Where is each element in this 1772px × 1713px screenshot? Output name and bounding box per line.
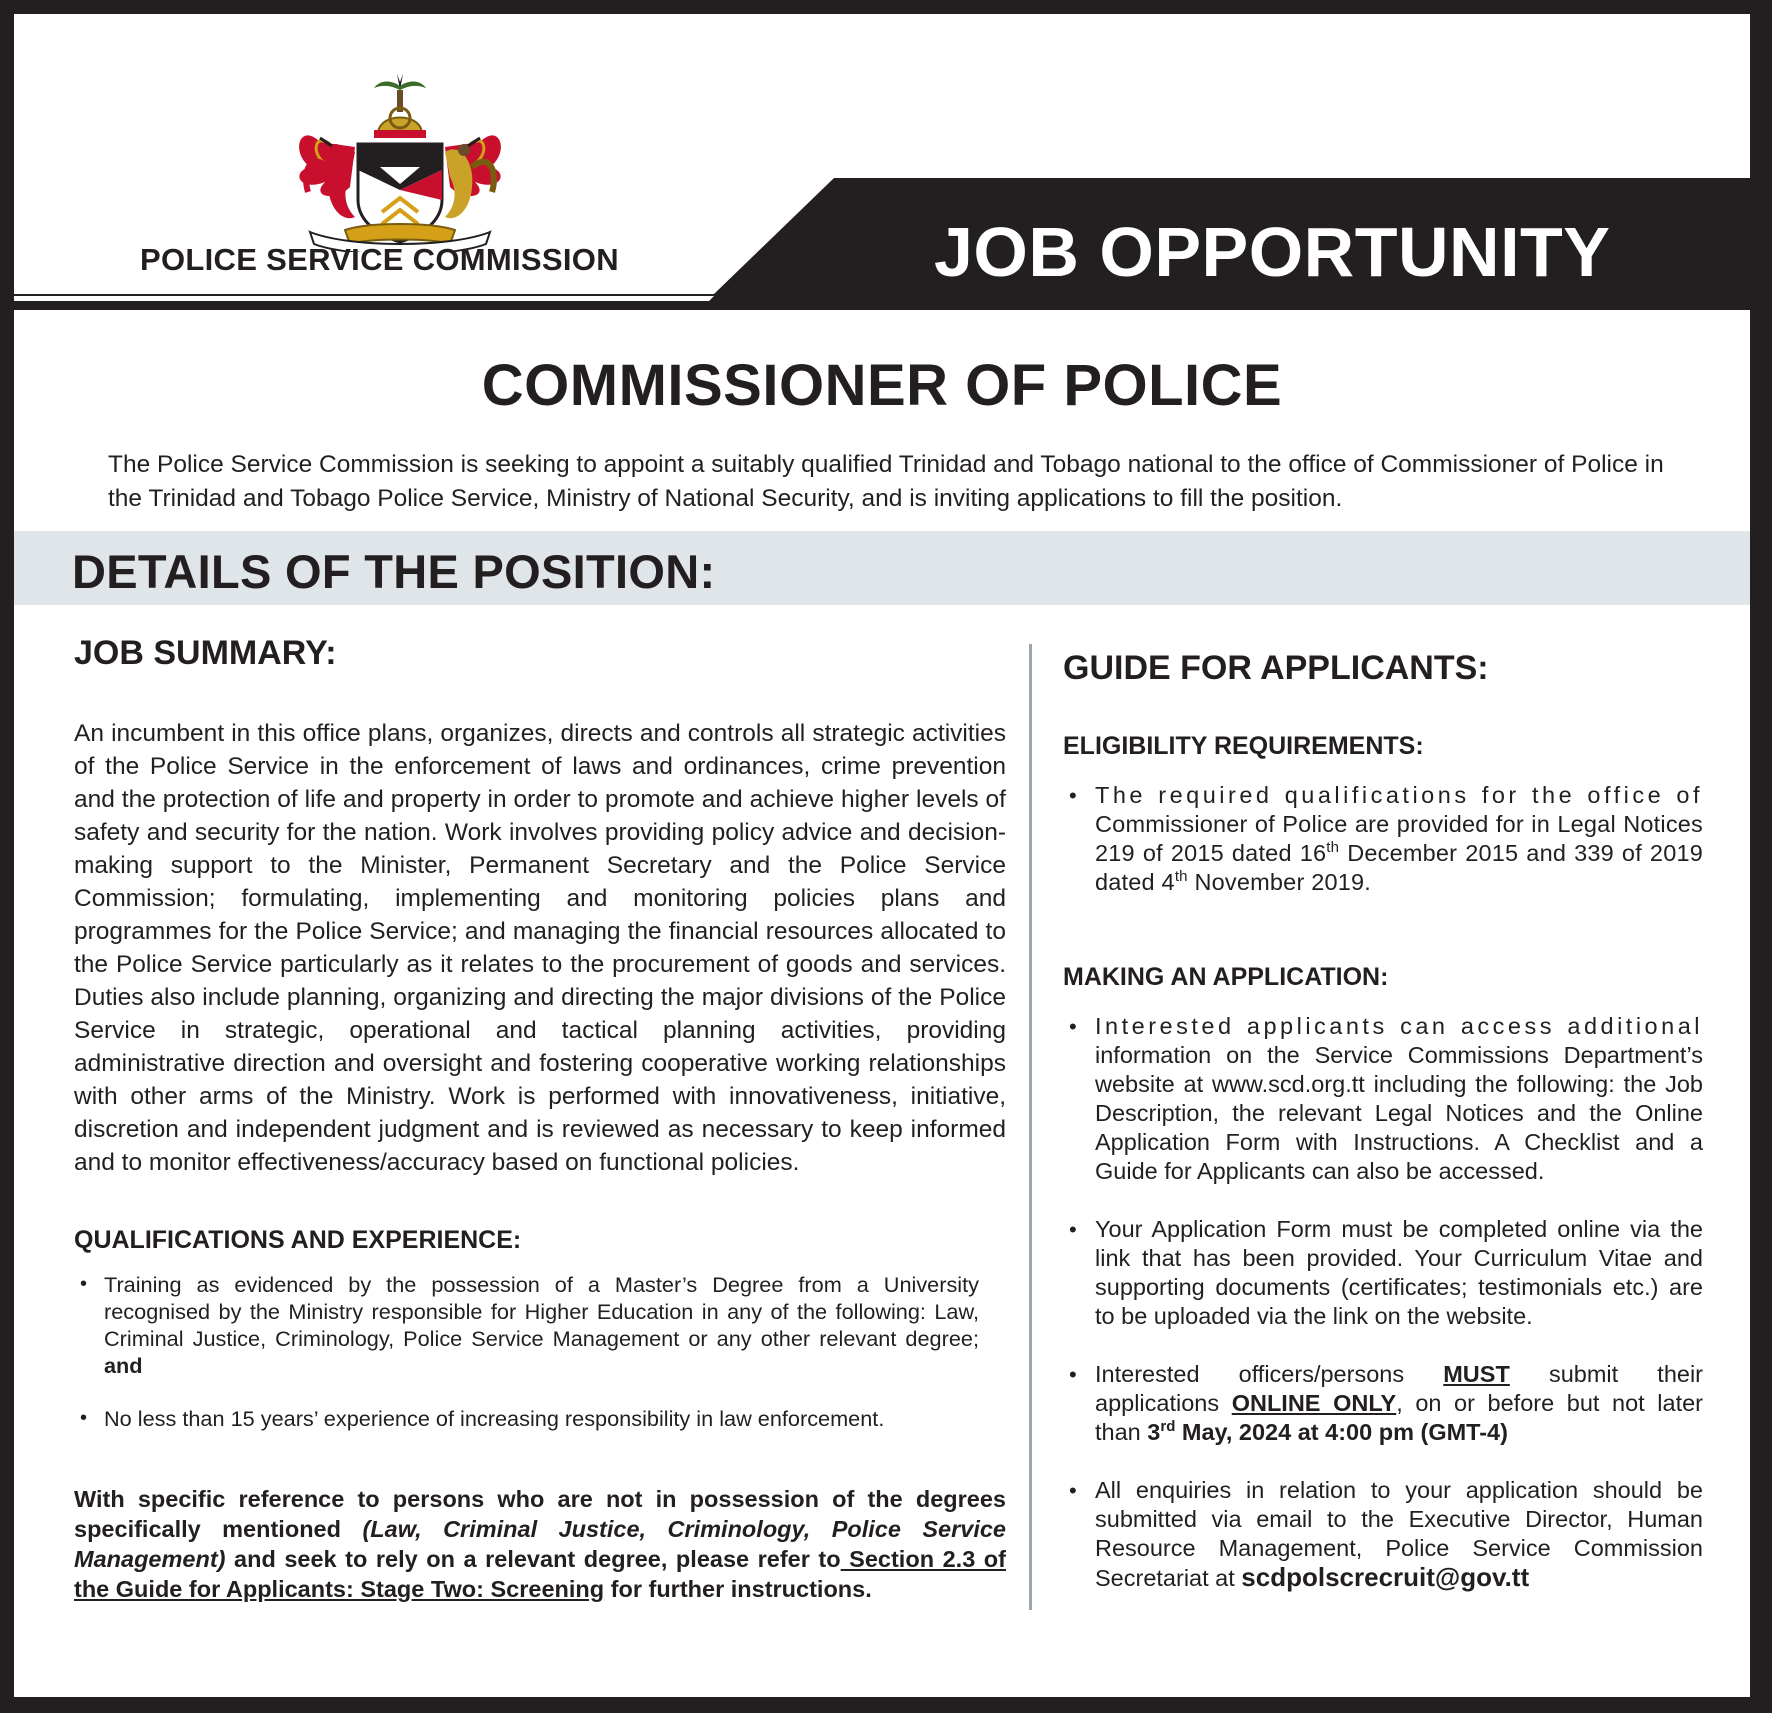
qualifications-heading: QUALIFICATIONS AND EXPERIENCE: [74,1226,522,1254]
guide-heading: GUIDE FOR APPLICANTS: [1063,649,1489,687]
reference-text-3: for further instructions. [610,1576,872,1602]
list-item: • No less than 15 years’ experience of increasing responsibility in law enforcement. [74,1405,979,1432]
ordinal-suffix: th [1174,868,1188,886]
list-item: • Your Application Form must be completed online via the link that has been provided. Your Curriculum Vitae and supporting documents (certificates; testimonials etc.) are to be uploaded via the link on the website. [1063,1215,1703,1331]
job-summary-heading: JOB SUMMARY: [74,634,337,672]
application-list [1063,1012,1703,1593]
intro-paragraph: The Police Service Commission is seeking to appoint a suitably qualified Trinidad and Tobago national to the office of Commissioner of Police in the Trinidad and Tobago Police Service, Ministry of National Security, and is inviting applications to fill the position. [108,451,1664,512]
eligibility-list [1063,781,1703,897]
qualification-and: and [104,1353,143,1378]
eligibility-heading: ELIGIBILITY REQUIREMENTS: [1063,732,1424,760]
list-item [1063,781,1703,897]
list-item [1063,1360,1703,1447]
application-text-3c: , on or before but not later than [1095,1390,1703,1445]
must-emphasis: MUST [1443,1361,1510,1387]
application-text-1b: information on the Service Commissions Department’s website at www.scd.org.tt including the following: the Job Description, the relevant Legal Notices and the Online Application Form with Instructions. A Checklist and a Guide for Applicants can also be accessed. [1095,1042,1703,1184]
ordinal-suffix: rd [1160,1418,1176,1436]
eligibility-text-2: Commissioner of Police are provided for in Legal Notices 219 of 2015 dated 16 [1095,811,1703,866]
online-only-emphasis: ONLINE ONLY [1231,1390,1397,1416]
reference-note [74,1484,1006,1604]
deadline-date: May, 2024 at 4:00 pm (GMT-4) [1181,1419,1508,1445]
application-text-3a: Interested officers/persons [1095,1361,1405,1387]
application-text-1a: Interested applicants can access additional [1095,1013,1703,1039]
header [14,14,1750,310]
job-summary-text: An incumbent in this office plans, organizes, directs and controls all strategic activities of the Police Service in the enforcement of laws and ordinances, crime prevention and the protection of life and property in order to promote and achieve higher levels of safety and security for the nation. Work involves providing policy advice and decision-making support to the Minister, Permanent Secretary and the Police Service Commission; formulating, implementing and monitoring policies plans and programmes for the Police Service; and managing the financial resources allocated to the Police Service particularly as it relates to the procurement of goods and services. Duties also include planning, organizing and directing the major divisions of the Police Service in strategic, operational and tactical planning activities, providing administrative direction and oversight and fostering cooperative working relationships with other arms of the Ministry. Work is performed with innovativeness, initiative, discretion and independent judgment and is reviewed as necessary to keep informed and to monitor effectiveness/accuracy based on functional policies. [74,720,1006,1176]
details-heading: DETAILS OF THE POSITION: [72,545,716,598]
banner-title: JOB OPPORTUNITY [934,213,1611,291]
reference-degrees: (Law, Criminal Justice, Criminology, Police Service Management) [74,1516,1007,1572]
deadline-day: 3 [1147,1419,1161,1445]
commission-name: POLICE SERVICE COMMISSION [140,242,619,277]
guide-section-link[interactable]: Section 2.3 of the Guide for Applicants: Stage Two: Screening [74,1546,1006,1602]
eligibility-text-4: November 2019. [1194,869,1372,895]
qualifications-list [74,1271,979,1432]
eligibility-text-3: December 2015 and 339 of 2019 dated 4 [1095,840,1704,895]
eligibility-text-1: The required qualifications for the office of [1095,782,1703,808]
left-column [74,634,1006,1628]
making-application-heading: MAKING AN APPLICATION: [1063,963,1389,991]
qualification-degree: Training as evidenced by the possession of a Master’s Degree from a University recognised by the Ministry responsible for Higher Education in any of the following: Law, Criminal Justice, Criminology, Police Service Management or any other relevant degree; [104,1272,979,1351]
reference-text-2: and seek to rely on a relevant degree, please refer to [234,1546,841,1572]
details-heading-bar [14,531,1750,605]
application-text-3b: submit their applications [1095,1361,1704,1416]
right-column [1063,649,1703,1593]
ordinal-suffix: th [1326,839,1340,857]
job-advertisement [14,14,1750,1697]
position-title: COMMISSIONER OF POLICE [481,353,1283,418]
application-text-4: All enquiries in relation to your application should be submitted via email to the Executive Director, Human Resource Management, Police Service Commission Secretariat at [1095,1477,1703,1591]
reference-text-1: With specific reference to persons who are not in possession of the degrees specifically mentioned [74,1486,1006,1542]
list-item [1063,1012,1703,1186]
list-item [74,1271,979,1379]
list-item [1063,1476,1703,1593]
column-divider [1029,644,1032,1610]
contact-email-link[interactable]: scdpolscrecruit@gov.tt [1241,1562,1530,1592]
